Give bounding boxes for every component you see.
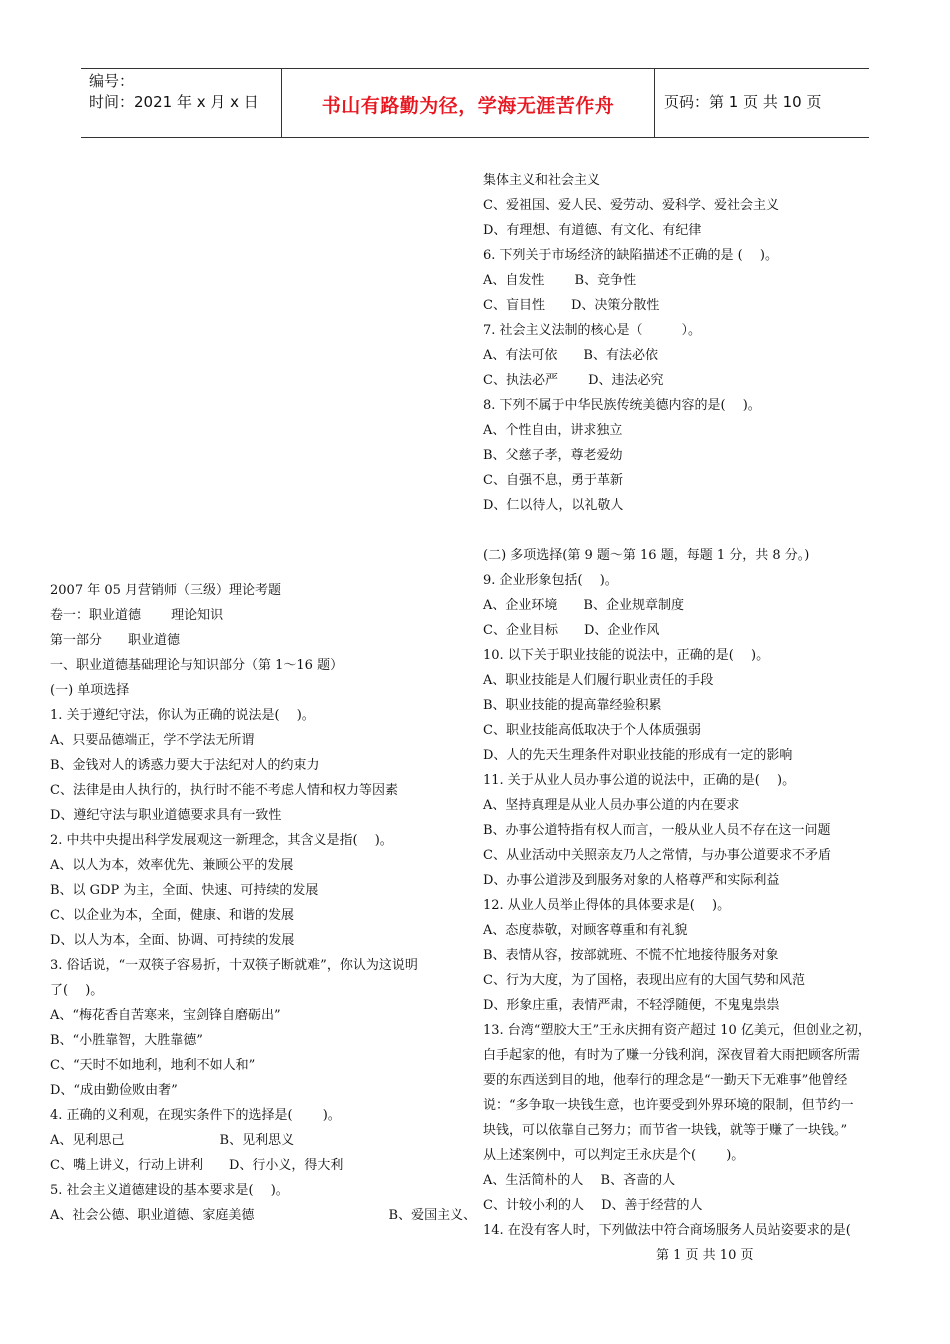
text-line: C、“天时不如地利，地利不如人和”: [50, 1058, 256, 1073]
text-line: D、办事公道涉及到服务对象的人格尊严和实际利益: [483, 873, 780, 888]
text-line: 14. 在没有客人时，下列做法中符合商场服务人员站姿要求的是(: [483, 1223, 851, 1238]
text-line: 13. 台湾“塑胶大王”王永庆拥有资产超过 10 亿美元，但创业之初，: [483, 1023, 871, 1038]
text-line: A、企业环境 B、企业规章制度: [483, 598, 684, 613]
text-line: 第一部分 职业道德: [50, 633, 181, 648]
text-line: A、职业技能是人们履行职业责任的手段: [483, 673, 714, 688]
text-line: A、有法可依 B、有法必依: [483, 348, 658, 363]
serial-label: 编号：: [89, 72, 135, 90]
text-line: 了( )。: [50, 983, 104, 998]
text-line: 11. 关于从业人员办事公道的说法中，正确的是( )。: [483, 773, 796, 788]
right-text-column: [483, 168, 913, 1243]
text-line: (二) 多项选择(第 9 题～第 16 题，每题 1 分，共 8 分。): [483, 548, 810, 563]
header-meta-cell: [81, 69, 281, 137]
header-motto-cell: [281, 69, 655, 137]
text-line: C、执法必严 D、违法必究: [483, 373, 664, 388]
text-line: 9. 企业形象包括( )。: [483, 573, 618, 588]
text-line: B、金钱对人的诱惑力要大于法纪对人的约束力: [50, 758, 320, 773]
text-line: C、职业技能高低取决于个人体质强弱: [483, 723, 701, 738]
text-line: C、以企业为本，全面，健康、和谐的发展: [50, 908, 294, 923]
motto: 书山有路勤为径，学海无涯苦作舟: [321, 95, 615, 117]
text-line: B、以 GDP 为主，全面、快速、可持续的发展: [50, 883, 319, 898]
text-line: 7. 社会主义法制的核心是（ ）。: [483, 323, 702, 338]
text-line: C、盲目性 D、决策分散性: [483, 298, 660, 313]
text-line: C、企业目标 D、企业作风: [483, 623, 660, 638]
text-line: 说：“多争取一块钱生意，也许要受到外界环境的限制，但节约一: [483, 1098, 854, 1113]
text-line: D、有理想、有道德、有文化、有纪律: [483, 223, 702, 238]
text-line: C、爱祖国、爱人民、爱劳动、爱科学、爱社会主义: [483, 198, 779, 213]
text-line: 2. 中共中央提出科学发展观这一新理念，其含义是指( )。: [50, 833, 393, 848]
text-line: 5. 社会主义道德建设的基本要求是( )。: [50, 1183, 289, 1198]
text-line: A、个性自由，讲求独立: [483, 423, 623, 438]
text-line: 集体主义和社会主义: [483, 173, 601, 188]
text-line: 卷一：职业道德 理论知识: [50, 608, 224, 623]
text-line: A、生活简朴的人 B、吝啬的人: [483, 1173, 676, 1188]
text-line: C、自强不息，勇于革新: [483, 473, 623, 488]
text-line: 8. 下列不属于中华民族传统美德内容的是( )。: [483, 398, 761, 413]
text-line: B、办事公道特指有权人而言，一般从业人员不存在这一问题: [483, 823, 831, 838]
text-line: D、遵纪守法与职业道德要求具有一致性: [50, 808, 282, 823]
text-line: 从上述案例中，可以判定王永庆是个( )。: [483, 1148, 745, 1163]
text-line: 白手起家的他，有时为了赚一分钱利润，深夜冒着大雨把顾客所需: [483, 1048, 861, 1063]
text-line: B、职业技能的提高靠经验积累: [483, 698, 662, 713]
text-line: 块钱，可以依靠自己努力；而节省一块钱，就等于赚了一块钱。”: [483, 1123, 848, 1138]
text-line: A、坚持真理是从业人员办事公道的内在要求: [483, 798, 740, 813]
text-line: (一) 单项选择: [50, 683, 130, 698]
text-line: C、嘴上讲义，行动上讲利 D、行小义，得大利: [50, 1158, 344, 1173]
page-footer: 第 1 页 共 10 页: [656, 1248, 754, 1263]
text-line: B、“小胜靠智，大胜靠德”: [50, 1033, 203, 1048]
text-line: A、“梅花香自苦寒来，宝剑锋自磨砺出”: [50, 1008, 281, 1023]
text-line: 6. 下列关于市场经济的缺陷描述不正确的是 ( )。: [483, 248, 778, 263]
text-line: 1. 关于遵纪守法，你认为正确的说法是( )。: [50, 708, 315, 723]
text-line: C、行为大度，为了国格，表现出应有的大国气势和风范: [483, 973, 805, 988]
text-line: A、态度恭敬，对顾客尊重和有礼貌: [483, 923, 688, 938]
page-info: 页码：第 1 页 共 10 页: [664, 93, 822, 111]
text-line: B、表情从容，按部就班、不慌不忙地接待服务对象: [483, 948, 779, 963]
text-line: C、计较小利的人 D、善于经营的人: [483, 1198, 703, 1213]
text-line: D、人的先天生理条件对职业技能的形成有一定的影响: [483, 748, 793, 763]
text-line: D、仁以待人，以礼敬人: [483, 498, 624, 513]
text-line: [483, 518, 913, 543]
text-line: 要的东西送到目的地，他奉行的理念是“一勤天下无难事”他曾经: [483, 1073, 848, 1088]
text-line: A、只要品德端正，学不学法无所谓: [50, 733, 255, 748]
text-line: A、社会公德、职业道德、家庭美德 B、爱国主义、: [50, 1208, 477, 1223]
text-line: D、“成由勤俭败由奢”: [50, 1083, 178, 1098]
text-line: 2007 年 05 月营销师（三级）理论考题: [50, 583, 282, 598]
text-line: 10. 以下关于职业技能的说法中，正确的是( )。: [483, 648, 770, 663]
text-line: 一、职业道德基础理论与知识部分（第 1～16 题）: [50, 658, 344, 673]
text-line: D、以人为本，全面、协调、可持续的发展: [50, 933, 295, 948]
text-line: A、以人为本，效率优先、兼顾公平的发展: [50, 858, 294, 873]
header-page-cell: [654, 69, 869, 137]
text-line: C、从业活动中关照亲友乃人之常情，与办事公道要求不矛盾: [483, 848, 831, 863]
time-line: 时间：2021 年 x 月 x 日: [89, 93, 259, 111]
text-line: 4. 正确的义利观，在现实条件下的选择是( )。: [50, 1108, 341, 1123]
left-text-column: [50, 578, 477, 1228]
text-line: D、形象庄重，表情严肃，不轻浮随便，不鬼鬼祟祟: [483, 998, 780, 1013]
text-line: A、自发性 B、竞争性: [483, 273, 637, 288]
text-line: 12. 从业人员举止得体的具体要求是( )。: [483, 898, 731, 913]
text-line: B、父慈子孝，尊老爱幼: [483, 448, 623, 463]
document-header: [81, 68, 869, 138]
text-line: C、法律是由人执行的，执行时不能不考虑人情和权力等因素: [50, 783, 398, 798]
text-line: 3. 俗话说，“一双筷子容易折，十双筷子断就难”，你认为这说明: [50, 958, 418, 973]
text-line: A、见利思己 B、见利思义: [50, 1133, 295, 1148]
